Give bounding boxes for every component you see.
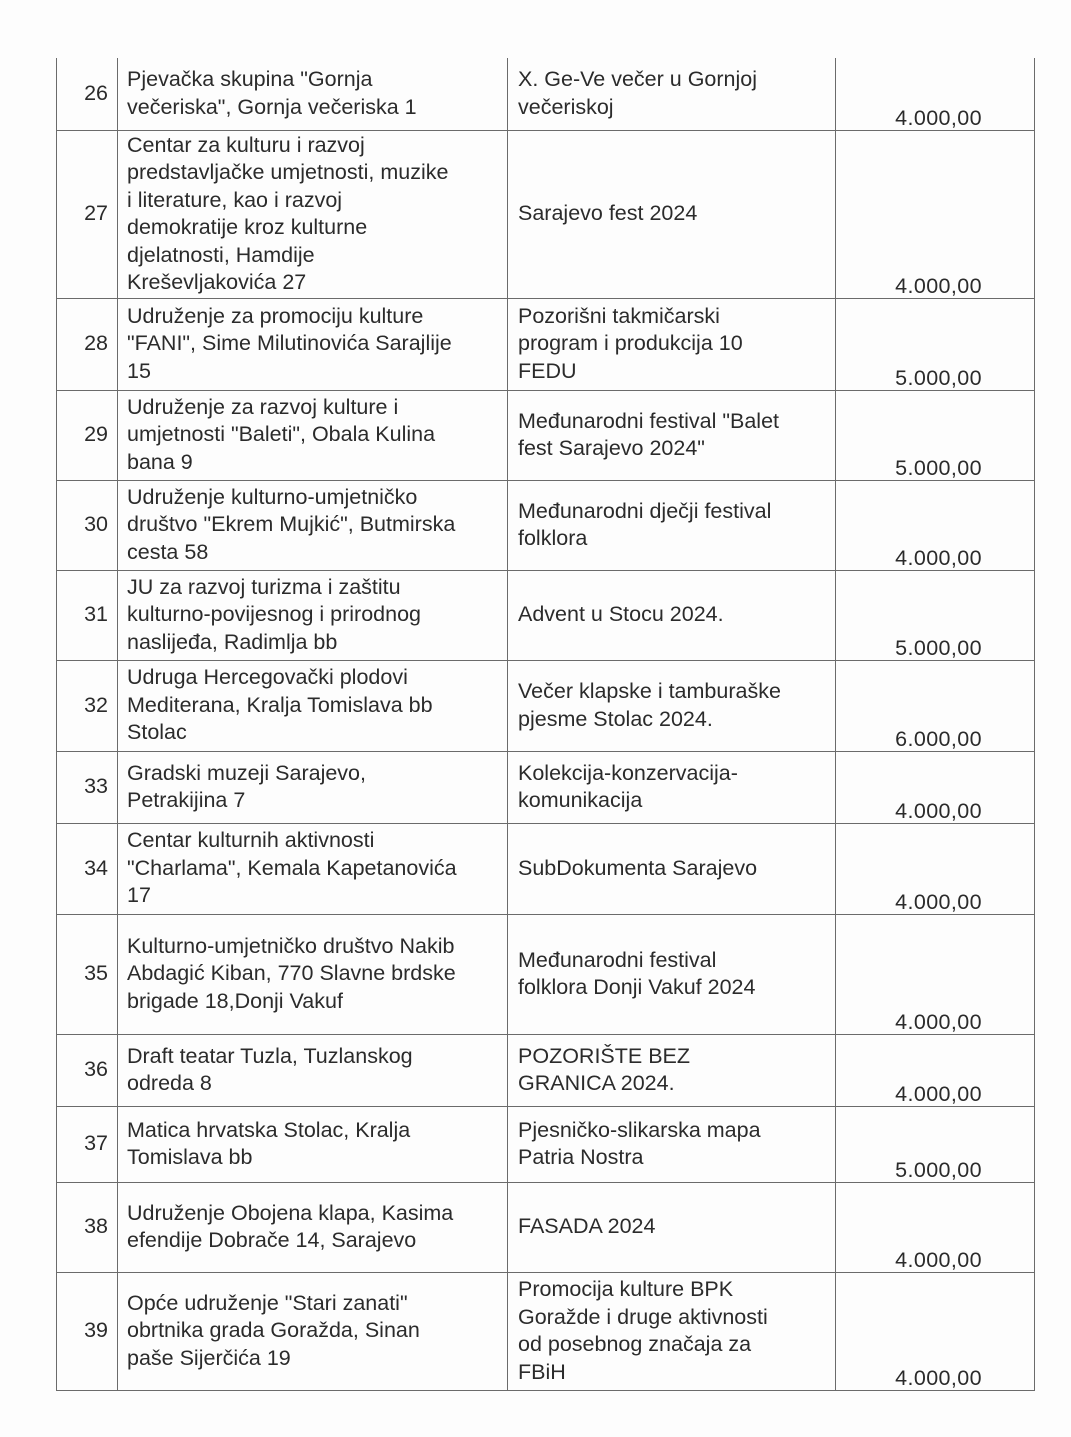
table-row [57, 130, 1035, 298]
table-row [57, 570, 1035, 660]
amount-value: 4.000,00 [895, 274, 982, 298]
table-row [57, 1272, 1035, 1390]
table-row [57, 58, 1035, 130]
amount-cell [836, 1106, 1035, 1182]
amount-value: 4.000,00 [895, 799, 982, 823]
amount-value: 5.000,00 [895, 456, 982, 480]
program-cell: X. Ge-Ve večer u Gornjoj večeriskoj [508, 58, 836, 130]
organization-cell: JU za razvoj turizma i zaštitu kulturno-povijesnog i prirodnog naslijeđa, Radimlja bb [118, 570, 508, 660]
amount-value: 4.000,00 [895, 546, 982, 570]
table-row [57, 1034, 1035, 1106]
program-cell: Međunarodni festival "Balet fest Sarajevo 2024" [508, 390, 836, 480]
amount-cell [836, 751, 1035, 823]
program-cell: FASADA 2024 [508, 1182, 836, 1272]
amount-cell [836, 1272, 1035, 1390]
table-row [57, 823, 1035, 914]
organization-cell: Centar za kulturu i razvoj predstavljačke umjetnosti, muzike i literature, kao i razvoj demokratije kroz kulturne djelatnosti, Hamdije Kreševljakovića 27 [118, 130, 508, 298]
organization-cell: Centar kulturnih aktivnosti "Charlama", Kemala Kapetanovića 17 [118, 823, 508, 914]
row-number: 32 [57, 660, 118, 751]
organization-cell: Udruženje za promociju kulture "FANI", Sime Milutinovića Sarajlije 15 [118, 298, 508, 390]
row-number: 33 [57, 751, 118, 823]
table-row [57, 1182, 1035, 1272]
program-cell: Međunarodni festival folklora Donji Vakuf 2024 [508, 914, 836, 1034]
amount-value: 5.000,00 [895, 1158, 982, 1182]
row-number: 38 [57, 1182, 118, 1272]
organization-cell: Pjevačka skupina "Gornja večeriska", Gornja večeriska 1 [118, 58, 508, 130]
table-row [57, 751, 1035, 823]
row-number: 30 [57, 480, 118, 570]
organization-cell: Udruga Hercegovački plodovi Mediterana, Kralja Tomislava bb Stolac [118, 660, 508, 751]
program-cell: Advent u Stocu 2024. [508, 570, 836, 660]
row-number: 27 [57, 130, 118, 298]
grants-table [56, 58, 1035, 1391]
organization-cell: Opće udruženje "Stari zanati" obrtnika grada Goražda, Sinan paše Sijerčića 19 [118, 1272, 508, 1390]
amount-value: 4.000,00 [895, 1366, 982, 1390]
program-cell: Sarajevo fest 2024 [508, 130, 836, 298]
row-number: 28 [57, 298, 118, 390]
program-cell: Međunarodni dječji festival folklora [508, 480, 836, 570]
organization-cell: Matica hrvatska Stolac, Kralja Tomislava bb [118, 1106, 508, 1182]
program-cell: Večer klapske i tamburaške pjesme Stolac 2024. [508, 660, 836, 751]
table-row [57, 480, 1035, 570]
program-cell: Pozorišni takmičarski program i produkcija 10 FEDU [508, 298, 836, 390]
program-cell: SubDokumenta Sarajevo [508, 823, 836, 914]
amount-value: 4.000,00 [895, 890, 982, 914]
amount-value: 5.000,00 [895, 636, 982, 660]
amount-cell [836, 390, 1035, 480]
row-number: 34 [57, 823, 118, 914]
program-cell: POZORIŠTE BEZ GRANICA 2024. [508, 1034, 836, 1106]
table-row [57, 660, 1035, 751]
grants-table-body [57, 58, 1035, 1390]
organization-cell: Draft teatar Tuzla, Tuzlanskog odreda 8 [118, 1034, 508, 1106]
organization-cell: Gradski muzeji Sarajevo, Petrakijina 7 [118, 751, 508, 823]
organization-cell: Kulturno-umjetničko društvo Nakib Abdagić Kiban, 770 Slavne brdske brigade 18,Donji Vakuf [118, 914, 508, 1034]
amount-cell [836, 660, 1035, 751]
amount-value: 5.000,00 [895, 366, 982, 390]
amount-cell [836, 823, 1035, 914]
table-row [57, 298, 1035, 390]
amount-value: 4.000,00 [895, 1082, 982, 1106]
table-row [57, 390, 1035, 480]
amount-value: 6.000,00 [895, 727, 982, 751]
amount-cell [836, 1182, 1035, 1272]
amount-value: 4.000,00 [895, 1248, 982, 1272]
table-row [57, 1106, 1035, 1182]
row-number: 36 [57, 1034, 118, 1106]
row-number: 35 [57, 914, 118, 1034]
amount-cell [836, 298, 1035, 390]
row-number: 39 [57, 1272, 118, 1390]
organization-cell: Udruženje za razvoj kulture i umjetnosti "Baleti", Obala Kulina bana 9 [118, 390, 508, 480]
row-number: 31 [57, 570, 118, 660]
amount-cell [836, 480, 1035, 570]
program-cell: Promocija kulture BPK Goražde i druge aktivnosti od posebnog značaja za FBiH [508, 1272, 836, 1390]
organization-cell: Udruženje kulturno-umjetničko društvo "Ekrem Mujkić", Butmirska cesta 58 [118, 480, 508, 570]
amount-value: 4.000,00 [895, 106, 982, 130]
table-row [57, 914, 1035, 1034]
amount-cell [836, 914, 1035, 1034]
row-number: 37 [57, 1106, 118, 1182]
amount-cell [836, 58, 1035, 130]
row-number: 29 [57, 390, 118, 480]
row-number: 26 [57, 58, 118, 130]
amount-cell [836, 570, 1035, 660]
program-cell: Pjesničko-slikarska mapa Patria Nostra [508, 1106, 836, 1182]
amount-cell [836, 130, 1035, 298]
program-cell: Kolekcija-konzervacija- komunikacija [508, 751, 836, 823]
organization-cell: Udruženje Obojena klapa, Kasima efendije Dobrače 14, Sarajevo [118, 1182, 508, 1272]
amount-cell [836, 1034, 1035, 1106]
amount-value: 4.000,00 [895, 1010, 982, 1034]
